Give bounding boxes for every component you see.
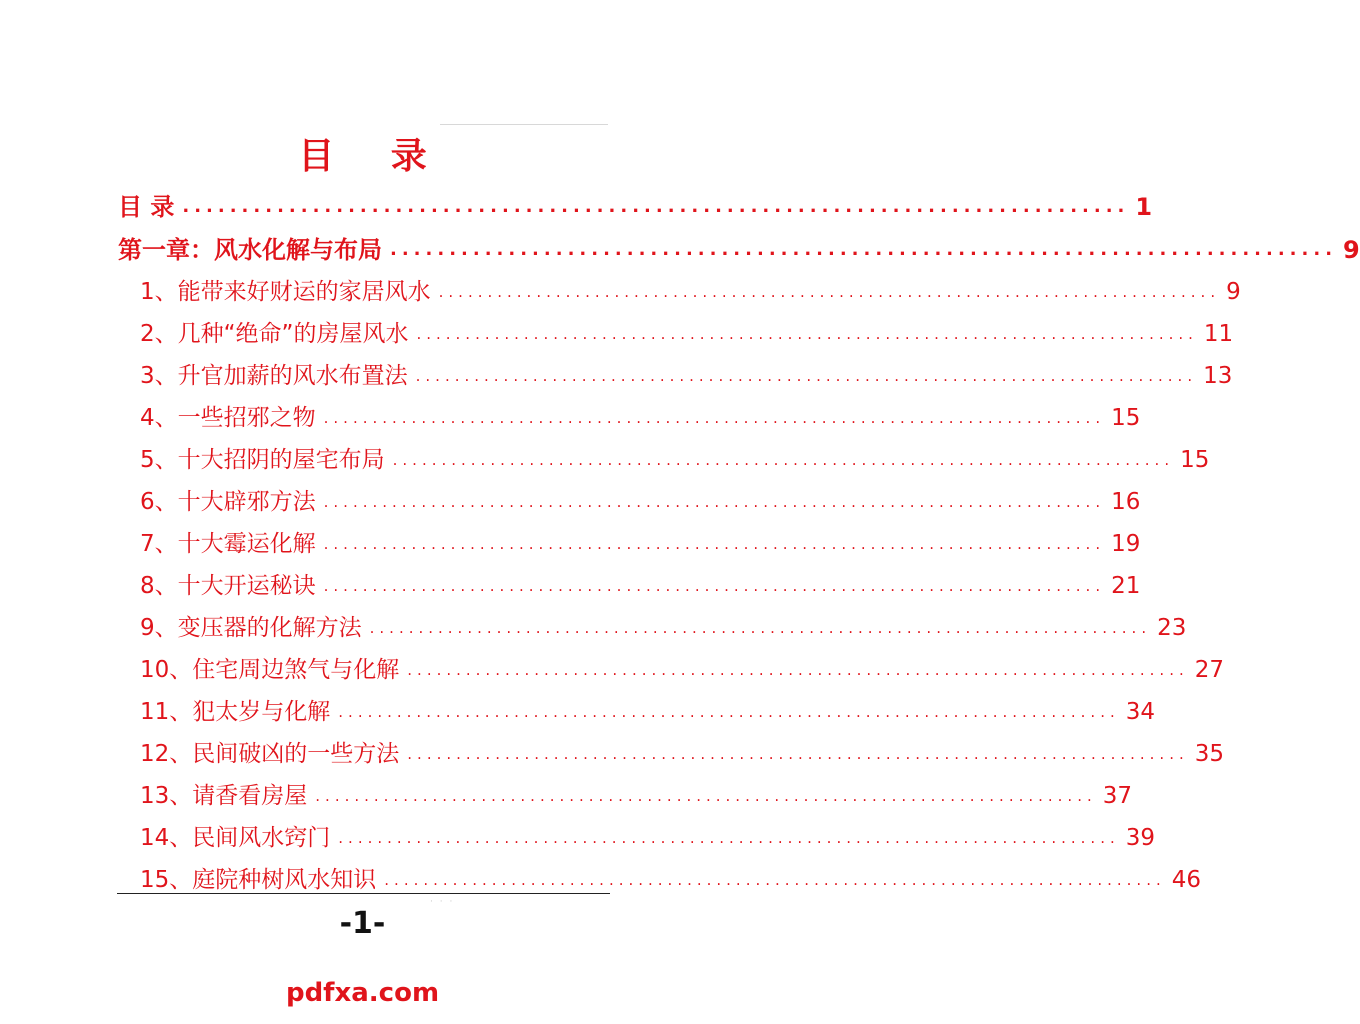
toc-entry-row[interactable] — [140, 568, 1141, 604]
toc-leader-dots: ................................................................................ — [323, 577, 1106, 595]
toc-page-number: 35 — [1194, 741, 1225, 767]
bottom-divider — [117, 893, 610, 894]
toc-page-number: 19 — [1111, 531, 1141, 557]
toc-entry-label: 15、庭院种树风水知识 — [140, 867, 377, 893]
toc-leader-dots: ................................................................................ — [338, 829, 1120, 847]
toc-leader-dots: ................................................................................ — [323, 493, 1106, 511]
toc-entry-label: 4、一些招邪之物 — [140, 405, 316, 431]
toc-leader-dots: ................................................................................ — [323, 409, 1106, 427]
toc-entry-row[interactable] — [140, 442, 1210, 478]
toc-entry-row[interactable] — [140, 652, 1225, 688]
toc-leader-dots: ................................................................................ — [407, 661, 1189, 679]
toc-page-number: 13 — [1203, 363, 1233, 389]
toc-leader-dots: ................................................................................ — [390, 239, 1338, 260]
toc-entry-row[interactable] — [140, 778, 1133, 814]
toc-entry-row[interactable] — [140, 400, 1141, 436]
toc-entry-row[interactable] — [140, 736, 1225, 772]
toc-page-number: 1 — [1135, 193, 1153, 221]
page-title: 目 录 — [298, 136, 449, 177]
page-number: -1- — [339, 906, 386, 941]
toc-leader-dots: ................................................................................ — [392, 451, 1175, 469]
toc-page-number: 23 — [1157, 615, 1187, 641]
toc-page-number: 39 — [1125, 825, 1156, 851]
toc-entry-label: 5、十大招阴的屋宅布局 — [140, 447, 385, 473]
toc-leader-dots: ................................................................................ — [416, 325, 1198, 343]
toc-page-number: 15 — [1180, 447, 1210, 473]
toc-entry-row[interactable] — [140, 526, 1141, 562]
toc-page-number: 9 — [1226, 279, 1241, 305]
watermark-link[interactable]: pdfxa.com — [285, 978, 440, 1008]
toc-entry-label: 2、几种“绝命”的房屋风水 — [140, 321, 409, 347]
toc-entry-row[interactable] — [140, 484, 1141, 520]
toc-page-number: 11 — [1203, 321, 1234, 347]
toc-entry-row[interactable] — [140, 610, 1187, 646]
toc-entry-label: 7、十大霉运化解 — [140, 531, 316, 557]
toc-leader-dots: ................................................................................ — [182, 196, 1130, 217]
toc-entry-row[interactable] — [140, 694, 1156, 730]
toc-entry-label: 11、犯太岁与化解 — [140, 699, 331, 725]
toc-entry-label: 1、能带来好财运的家居风水 — [140, 279, 431, 305]
toc-entry-label: 目 录 — [118, 193, 175, 221]
toc-entry-label: 10、住宅周边煞气与化解 — [140, 657, 400, 683]
top-divider — [440, 124, 608, 125]
toc-page-number: 9 — [1343, 236, 1360, 264]
toc-entry-label: 14、民间风水窍门 — [140, 825, 331, 851]
toc-page-number: 37 — [1102, 783, 1133, 809]
toc-entry-label: 13、请香看房屋 — [140, 783, 308, 809]
toc-entry-row[interactable] — [140, 274, 1241, 310]
toc-leader-dots: ................................................................................ — [369, 619, 1152, 637]
toc-leader-dots: ................................................................................ — [415, 367, 1198, 385]
toc-entry-label: 第一章：风水化解与布局 — [118, 236, 382, 264]
toc-entry-row[interactable] — [140, 820, 1156, 856]
toc-heading-row[interactable] — [118, 232, 1360, 268]
toc-page-number: 15 — [1111, 405, 1141, 431]
toc-entry-label: 8、十大开运秘诀 — [140, 573, 316, 599]
toc-leader-dots: ................................................................................ — [438, 283, 1221, 301]
toc-heading-row[interactable] — [118, 189, 1153, 225]
toc-leader-dots: ................................................................................ — [315, 787, 1097, 805]
toc-leader-dots: ................................................................................ — [338, 703, 1120, 721]
toc-page-number: 21 — [1111, 573, 1141, 599]
toc-entry-label: 3、升官加薪的风水布置法 — [140, 363, 408, 389]
toc-leader-dots: ................................................................................ — [407, 745, 1189, 763]
toc-entry-row[interactable] — [140, 358, 1233, 394]
toc-page-number: 46 — [1171, 867, 1202, 893]
toc-entry-label: 12、民间破凶的一些方法 — [140, 741, 400, 767]
toc-leader-dots: ................................................................................ — [384, 871, 1166, 889]
toc-entry-row[interactable] — [140, 316, 1234, 352]
toc-entry-label: 9、变压器的化解方法 — [140, 615, 362, 641]
toc-leader-dots: ................................................................................ — [323, 535, 1106, 553]
faint-scan-mark: · · · — [430, 897, 455, 907]
toc-page-number: 34 — [1125, 699, 1156, 725]
toc-page-number: 27 — [1194, 657, 1225, 683]
toc-page-number: 16 — [1111, 489, 1141, 515]
toc-entry-label: 6、十大辟邪方法 — [140, 489, 316, 515]
